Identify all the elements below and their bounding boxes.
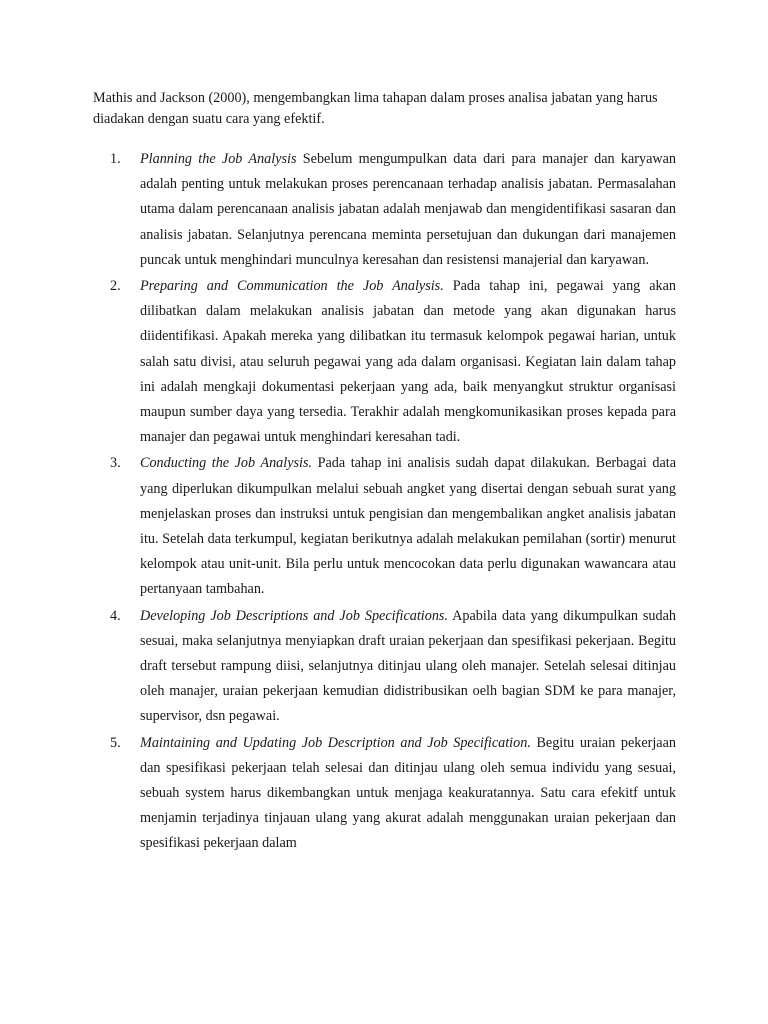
list-item-heading: Planning the Job Analysis bbox=[140, 151, 297, 167]
list-item-heading: Preparing and Communication the Job Analysis. bbox=[140, 278, 444, 295]
list-item-heading: Developing Job Descriptions and Job Specifications. bbox=[140, 607, 448, 624]
intro-paragraph: Mathis and Jackson (2000), mengembangkan lima tahapan dalam proses analisa jabatan yang harus diadakan dengan suatu cara yang efektif. bbox=[93, 90, 658, 127]
list-item-number: 4. bbox=[110, 607, 121, 624]
list-item-number: 3. bbox=[110, 455, 121, 472]
list-item-number: 2. bbox=[110, 278, 121, 295]
list-item bbox=[110, 147, 676, 273]
list-item-heading: Conducting the Job Analysis. bbox=[140, 455, 313, 472]
stages-list bbox=[110, 147, 676, 858]
list-item bbox=[110, 604, 676, 730]
list-item bbox=[110, 451, 676, 602]
list-item-body: Apabila data yang dikumpulkan sudah sesuai, maka selanjutnya menyiapkan draft uraian pekerjaan dan spesifikasi pekerjaan. Begitu draft tersebut rampung diisi, selanjutnya ditinjau ulang oleh manajer. Setelah selesai ditinjau oleh manajer, uraian pekerjaan kemudian didistribusikan oelh bagian SDM ke para manajer, supervisor, dsn pegawai. bbox=[140, 607, 677, 725]
list-item-body: Pada tahap ini analisis sudah dapat dilakukan. Berbagai data yang diperlukan dikumpulkan melalui sebuah angket yang disertai dengan sebuah surat yang menjelaskan proses dan instruksi untuk pengisian dan mengembalikan angket analisis jabatan itu. Setelah data terkumpul, kegiatan berikutnya adalah melakukan pemilahan (sortir) menurut kelompok atau unit-unit. Bila perlu untuk mencocokan data perlu digunakan wawancara atau pertanyaan tambahan. bbox=[140, 455, 676, 598]
list-item bbox=[110, 731, 676, 857]
list-item-body: Pada tahap ini, pegawai yang akan dilibatkan dalam melakukan analisis jabatan dan metode yang akan digunakan harus diidentifikasi. Apakah mereka yang dilibatkan itu termasuk kelompok pegawai harian, untuk salah satu divisi, atau seluruh pegawai yang ada dalam organisasi. Kegiatan lain dalam tahap ini adalah mengkaji dokumentasi pekerjaan yang ada, baik menyangkut struktur organisasi maupun sumber daya yang tersedia. Terakhir adalah mengkomunikasikan proses kepada para manajer dan pegawai untuk menghindari keresahan tadi. bbox=[140, 278, 677, 446]
list-item-heading: Maintaining and Updating Job Description and Job Specification. bbox=[140, 734, 531, 751]
list-item-body: Sebelum mengumpulkan data dari para manajer dan karyawan adalah penting untuk melakukan proses perencanaan terhadap analisis jabatan. Permasalahan utama dalam perencanaan analisis jabatan adalah menjawab dan mengidentifikasi sasaran dan analisis jabatan. Selanjutnya perencana meminta persetujuan dan dukungan dari manajemen puncak untuk menghindari munculnya keresahan dan resistensi manajerial dan karyawan. bbox=[140, 151, 677, 268]
list-item bbox=[110, 274, 676, 450]
list-item-number: 1. bbox=[110, 151, 121, 167]
list-item-number: 5. bbox=[110, 734, 121, 751]
list-item-body: Begitu uraian pekerjaan dan spesifikasi pekerjaan telah selesai dan ditinjau ulang oleh semua individu yang sesuai, sebuah system harus dikembangkan untuk menjaga keakuratannya. Satu cara efekitf untuk menjamin terjadinya tinjauan ulang yang akurat adalah menggunakan uraian pekerjaan dan spesifikasi pekerjaan dalam bbox=[140, 734, 676, 852]
